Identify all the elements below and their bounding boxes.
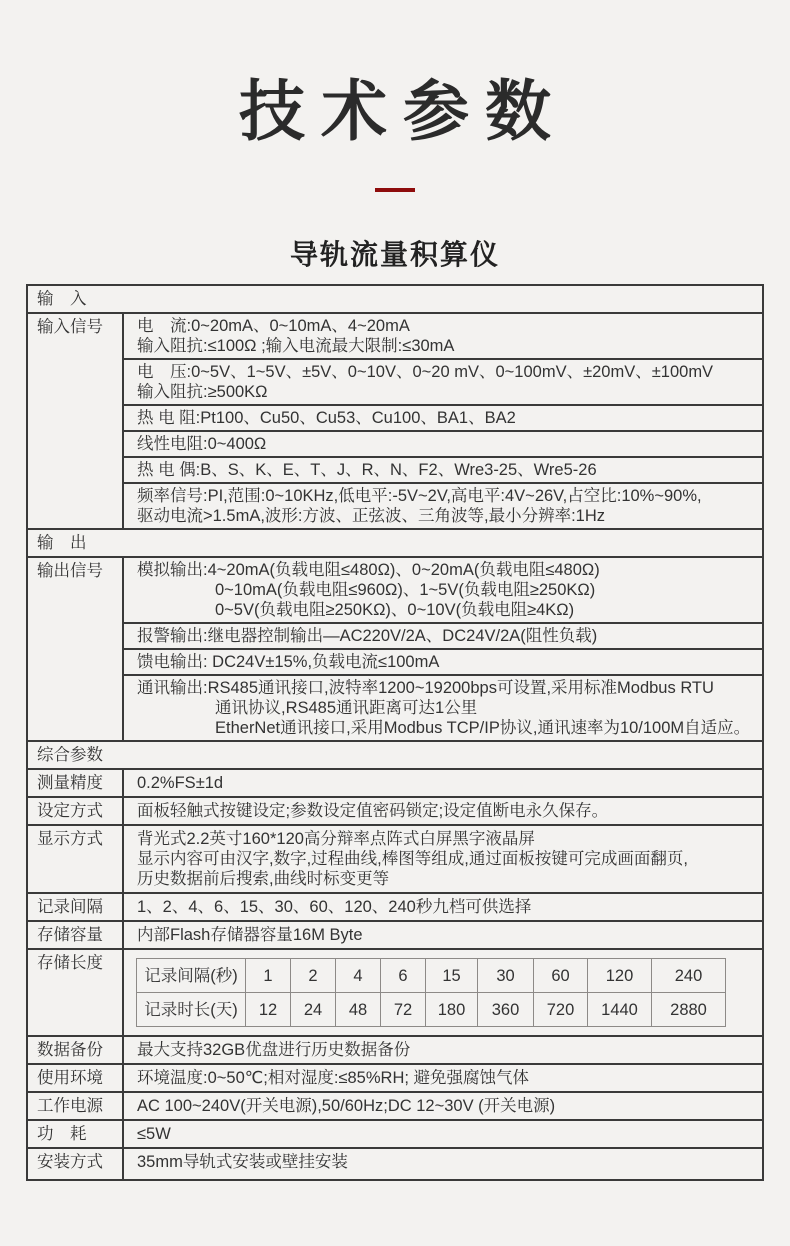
row-label: 显示方式 <box>28 826 124 892</box>
spec-line: 热 电 偶:B、S、K、E、T、J、R、N、F2、Wre3-25、Wre5-26 <box>137 461 597 479</box>
section-header-general: 综合参数 <box>28 742 762 770</box>
title-underline-accent <box>375 188 415 192</box>
output-subrow-alarm <box>124 624 762 650</box>
spec-line: 环境温度:0~50℃;相对湿度:≤85%RH; 避免强腐蚀气体 <box>137 1069 530 1087</box>
storage-cell: 24 <box>291 993 336 1027</box>
page <box>0 74 790 1181</box>
row-label: 安装方式 <box>28 1149 124 1179</box>
input-subrow-voltage <box>124 360 762 406</box>
spec-line: ≤5W <box>137 1125 171 1143</box>
row-label: 测量精度 <box>28 770 124 796</box>
storage-cell: 240 <box>652 959 726 993</box>
spec-line: 内部Flash存储器容量16M Byte <box>137 926 363 944</box>
spec-line: 0~5V(负载电阻≥250KΩ)、0~10V(负载电阻≥4KΩ) <box>215 601 575 619</box>
row-power-consumption <box>28 1121 762 1149</box>
storage-cell: 15 <box>426 959 478 993</box>
spec-line: 线性电阻:0~400Ω <box>137 435 267 453</box>
spec-line: 1、2、4、6、15、30、60、120、240秒九档可供选择 <box>137 898 532 916</box>
row-label-input-signal: 输入信号 <box>28 314 124 528</box>
spec-line: 驱动电流>1.5mA,波形:方波、正弦波、三角波等,最小分辨率:1Hz <box>137 507 606 525</box>
row-display-method <box>28 826 762 894</box>
row-storage-capacity <box>28 922 762 950</box>
spec-line: 0~10mA(负载电阻≤960Ω)、1~5V(负载电阻≥250KΩ) <box>215 581 596 599</box>
row-accuracy <box>28 770 762 798</box>
row-label-storage-length: 存储长度 <box>28 950 124 1035</box>
storage-interval-label: 记录间隔(秒) <box>137 959 246 993</box>
spec-line: 频率信号:PI,范围:0~10KHz,低电平:-5V~2V,高电平:4V~26V,占空比:10%~90%, <box>137 487 702 505</box>
storage-cell: 2880 <box>652 993 726 1027</box>
spec-line: 报警输出:继电器控制输出—AC220V/2A、DC24V/2A(阻性负载) <box>137 627 598 645</box>
section-header-output: 输 出 <box>28 530 762 558</box>
storage-cell: 360 <box>478 993 534 1027</box>
spec-line: 输入阻抗:≤100Ω ;输入电流最大限制:≤30mA <box>137 337 455 355</box>
spec-line: 面板轻触式按键设定;参数设定值密码锁定;设定值断电永久保存。 <box>137 802 609 820</box>
input-subrow-linear-resistance <box>124 432 762 458</box>
input-subrow-current <box>124 314 762 360</box>
page-title: 技术参数 <box>239 74 567 148</box>
row-label: 使用环境 <box>28 1065 124 1091</box>
spec-line: 电 流:0~20mA、0~10mA、4~20mA <box>137 317 410 335</box>
spec-line: 历史数据前后搜索,曲线时标变更等 <box>137 870 390 888</box>
row-label: 记录间隔 <box>28 894 124 920</box>
spec-table <box>26 284 764 1181</box>
row-installation <box>28 1149 762 1179</box>
spec-line: 通讯协议,RS485通讯距离可达1公里 <box>215 699 478 717</box>
storage-cell: 72 <box>381 993 426 1027</box>
storage-duration-label: 记录时长(天) <box>137 993 246 1027</box>
row-storage-length <box>28 950 762 1037</box>
spec-line: 0.2%FS±1d <box>137 774 224 792</box>
spec-line: 馈电输出: DC24V±15%,负载电流≤100mA <box>137 653 440 671</box>
storage-cell: 1440 <box>588 993 652 1027</box>
storage-cell: 48 <box>336 993 381 1027</box>
spec-line: 显示内容可由汉字,数字,过程曲线,棒图等组成,通过面板按键可完成画面翻页, <box>137 850 688 868</box>
row-data-backup <box>28 1037 762 1065</box>
storage-cell: 2 <box>291 959 336 993</box>
output-signal-content <box>124 558 762 740</box>
storage-cell: 60 <box>534 959 588 993</box>
spec-line: 最大支持32GB优盘进行历史数据备份 <box>137 1041 411 1059</box>
spec-line: EtherNet通讯接口,采用Modbus TCP/IP协议,通讯速率为10/100M自适应。 <box>215 719 751 737</box>
spec-line: AC 100~240V(开关电源),50/60Hz;DC 12~30V (开关电源) <box>137 1097 556 1115</box>
spec-line: 电 压:0~5V、1~5V、±5V、0~10V、0~20 mV、0~100mV、±20mV、±100mV <box>137 363 714 381</box>
row-label-output-signal: 输出信号 <box>28 558 124 740</box>
row-label: 数据备份 <box>28 1037 124 1063</box>
output-subrow-feed <box>124 650 762 676</box>
row-label: 存储容量 <box>28 922 124 948</box>
output-subrow-communication <box>124 676 762 740</box>
row-label: 设定方式 <box>28 798 124 824</box>
row-setting-method <box>28 798 762 826</box>
input-subrow-thermocouple <box>124 458 762 484</box>
storage-interval-row <box>137 959 726 993</box>
row-label: 工作电源 <box>28 1093 124 1119</box>
storage-cell: 720 <box>534 993 588 1027</box>
storage-duration-row <box>137 993 726 1027</box>
spec-line: 热 电 阻:Pt100、Cu50、Cu53、Cu100、BA1、BA2 <box>137 409 516 427</box>
spec-line: 模拟输出:4~20mA(负载电阻≤480Ω)、0~20mA(负载电阻≤480Ω) <box>137 561 600 579</box>
page-subtitle: 导轨流量积算仪 <box>289 239 500 270</box>
section-header-input: 输 入 <box>28 286 762 314</box>
row-operating-environment <box>28 1065 762 1093</box>
storage-cell: 120 <box>588 959 652 993</box>
spec-line: 35mm导轨式安装或壁挂安装 <box>137 1153 348 1171</box>
spec-line: 背光式2.2英寸160*120高分辩率点阵式白屏黑字液晶屏 <box>137 830 535 848</box>
spec-line: 输入阻抗:≥500KΩ <box>137 383 268 401</box>
input-subrow-rtd <box>124 406 762 432</box>
storage-cell: 180 <box>426 993 478 1027</box>
row-label: 功 耗 <box>28 1121 124 1147</box>
storage-cell: 12 <box>246 993 291 1027</box>
output-subrow-analog <box>124 558 762 624</box>
input-signal-group <box>28 314 762 530</box>
storage-cell: 6 <box>381 959 426 993</box>
storage-length-table <box>136 958 726 1027</box>
input-subrow-frequency <box>124 484 762 528</box>
row-power-supply <box>28 1093 762 1121</box>
row-record-interval <box>28 894 762 922</box>
spec-line: 通讯输出:RS485通讯接口,波特率1200~19200bps可设置,采用标准Modbus RTU <box>137 679 714 697</box>
storage-cell: 30 <box>478 959 534 993</box>
storage-cell: 4 <box>336 959 381 993</box>
storage-cell: 1 <box>246 959 291 993</box>
input-signal-content <box>124 314 762 528</box>
output-signal-group <box>28 558 762 742</box>
